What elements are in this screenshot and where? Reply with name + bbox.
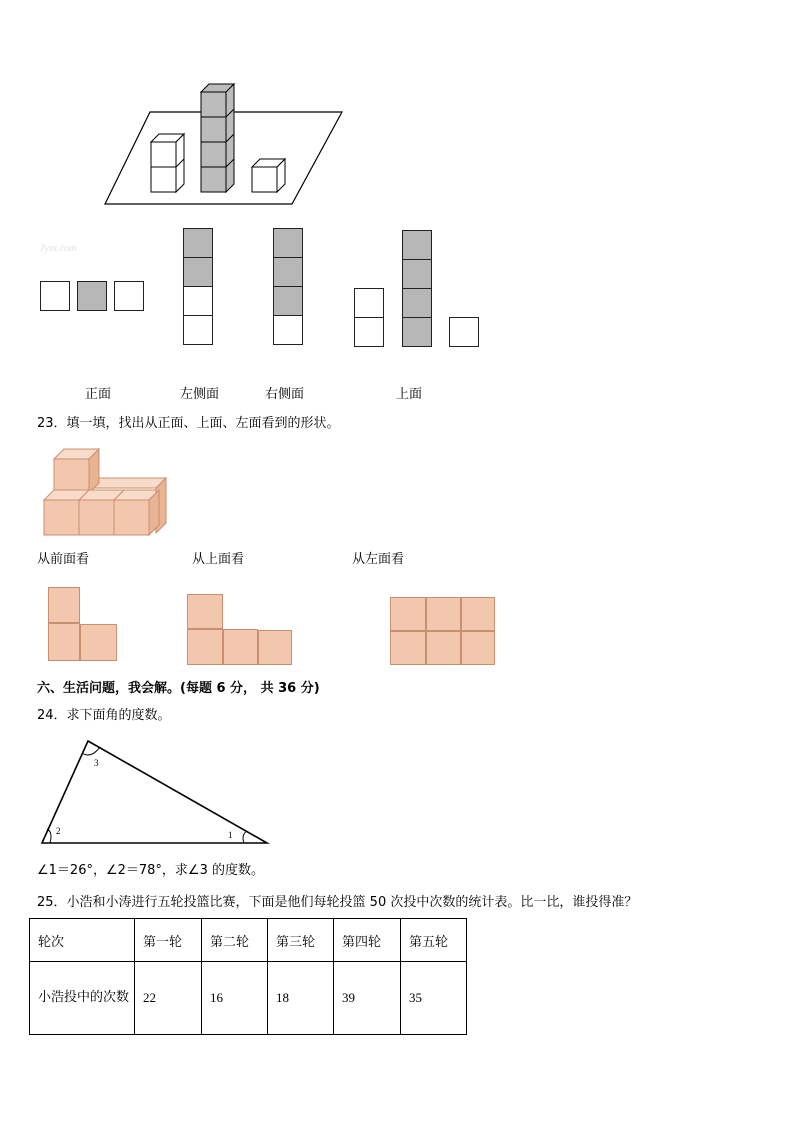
table-header-cell: 第一轮 (135, 919, 202, 962)
table-header-cell: 轮次 (30, 919, 135, 962)
angle-label-3: 3 (94, 758, 99, 768)
table-header-cell: 第四轮 (334, 919, 401, 962)
question-24-condition: ∠1＝26°，∠2＝78°，求∠3 的度数。 (37, 863, 264, 878)
watermark: Jyzx.com (40, 243, 77, 254)
question-24-prompt: 24．求下面角的度数。 (37, 708, 171, 723)
view-label-top-q23: 从上面看 (192, 552, 245, 567)
view-label-front-q23: 从前面看 (37, 552, 90, 567)
table-row (30, 962, 467, 1035)
view-label-front: 正面 (85, 387, 112, 402)
table-cell: 16 (202, 962, 268, 1035)
table-cell: 39 (334, 962, 401, 1035)
cube-stack-figure (100, 80, 350, 210)
table-header-cell: 第五轮 (401, 919, 467, 962)
view-label-left: 左侧面 (180, 387, 220, 402)
table-header-cell: 第三轮 (268, 919, 334, 962)
view-label-top: 上面 (396, 387, 423, 402)
angle-label-2: 2 (56, 826, 61, 836)
table-row-label: 小浩投中的次数 (30, 962, 135, 1035)
section-heading: 六、生活问题，我会解。(每题 6 分， 共 36 分) (37, 681, 320, 696)
angle-label-1: 1 (228, 830, 233, 840)
table-header-row (30, 919, 467, 962)
question-23-prompt: 23．填一填，找出从正面、上面、左面看到的形状。 (37, 416, 340, 431)
triangle-figure (38, 736, 273, 848)
q23-cube-figure (40, 443, 175, 538)
view-label-right: 右侧面 (265, 387, 305, 402)
view-label-left-q23: 从左面看 (352, 552, 405, 567)
question-25-prompt: 25．小浩和小涛进行五轮投篮比赛，下面是他们每轮投篮 50 次投中次数的统计表。比一比，谁投得准？ (37, 895, 638, 910)
table-cell: 35 (401, 962, 467, 1035)
table-header-cell: 第二轮 (202, 919, 268, 962)
table-cell: 18 (268, 962, 334, 1035)
stats-table (29, 918, 467, 1035)
table-cell: 22 (135, 962, 202, 1035)
